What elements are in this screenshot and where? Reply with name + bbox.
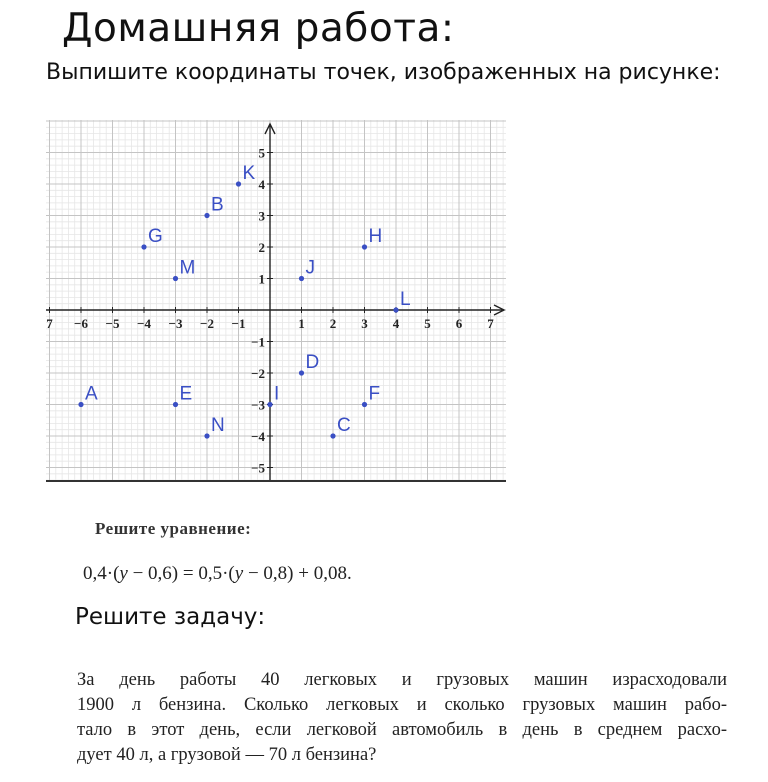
y-tick-label: −3 [251,397,265,413]
x-tick-label: 1 [298,316,305,331]
point-l [393,307,398,312]
point-label-c: C [337,415,351,436]
point-d [299,370,304,375]
point-m [173,276,178,281]
point-label-k: K [242,163,256,184]
problem-text [77,668,727,768]
y-tick-label: −2 [251,366,265,381]
x-tick-label: 7 [487,316,494,331]
y-tick-label: 4 [258,177,265,192]
point-i [267,402,272,407]
y-tick-label: 2 [258,240,265,255]
problem-line: 1900 л бензина. Сколько легковых и сколько грузовых машин рабо- [77,695,727,715]
point-h [362,244,367,249]
x-tick-label: 5 [424,316,431,331]
x-tick-label: 6 [455,316,463,331]
equation [83,563,352,585]
point-label-h: H [368,226,383,247]
y-tick-label: −4 [251,429,265,444]
point-a [78,402,83,407]
equation-part: − 0,8) + 0,08. [243,563,352,584]
point-j [299,276,304,281]
point-b [204,213,209,218]
point-label-g: G [148,226,163,247]
y-tick-label: −1 [251,334,265,350]
y-tick-label: 1 [258,271,265,287]
point-label-i: I [274,383,280,405]
equation-variable: y [119,563,128,584]
instruction-text: Выпишите координаты точек, изображенных на рисунке: [46,60,721,85]
problem-line: дует 40 л, а грузовой — 70 л бензина? [77,745,377,765]
page-title: Домашняя работа: [62,6,455,51]
problem-line: За день работы 40 легковых и грузовых машин израсходовали [77,670,727,690]
x-tick-label: 4 [392,316,400,331]
point-label-n: N [211,415,225,436]
point-g [141,244,146,249]
task-heading: Решите задачу: [75,604,266,630]
point-label-b: B [211,194,224,216]
point-label-f: F [368,383,381,405]
x-tick-label: −1 [231,316,246,331]
equation-part: 0,4·( [83,563,120,584]
equation-part: − 0,6) = 0,5·( [127,563,235,584]
x-tick-label: −4 [137,316,151,331]
point-n [204,433,209,438]
x-tick-label: −3 [168,316,183,331]
x-tick-label: 2 [329,316,337,331]
equation-variable: y [234,563,244,584]
y-tick-label: 3 [258,208,265,224]
point-label-e: E [179,383,193,405]
point-label-a: A [85,383,98,405]
y-tick-label: 5 [258,145,265,161]
coordinate-plane [46,120,506,482]
x-tick-label: −2 [200,316,214,331]
x-tick-label: −5 [105,316,120,331]
point-label-m: M [179,257,196,279]
point-c [330,433,335,438]
point-label-j: J [305,257,315,279]
point-k [236,181,241,186]
problem-line: тало в этот день, если легковой автомобиль в день в среднем расхо- [77,720,727,740]
point-label-d: D [305,352,320,373]
y-tick-label: −5 [251,460,265,476]
point-label-l: L [400,289,411,310]
point-e [173,402,178,407]
equation-heading: Решите уравнение: [95,519,252,538]
x-tick-label: 7 [46,316,53,331]
x-tick-label: −6 [74,316,88,331]
x-tick-label: 3 [361,316,368,331]
point-f [362,402,367,407]
